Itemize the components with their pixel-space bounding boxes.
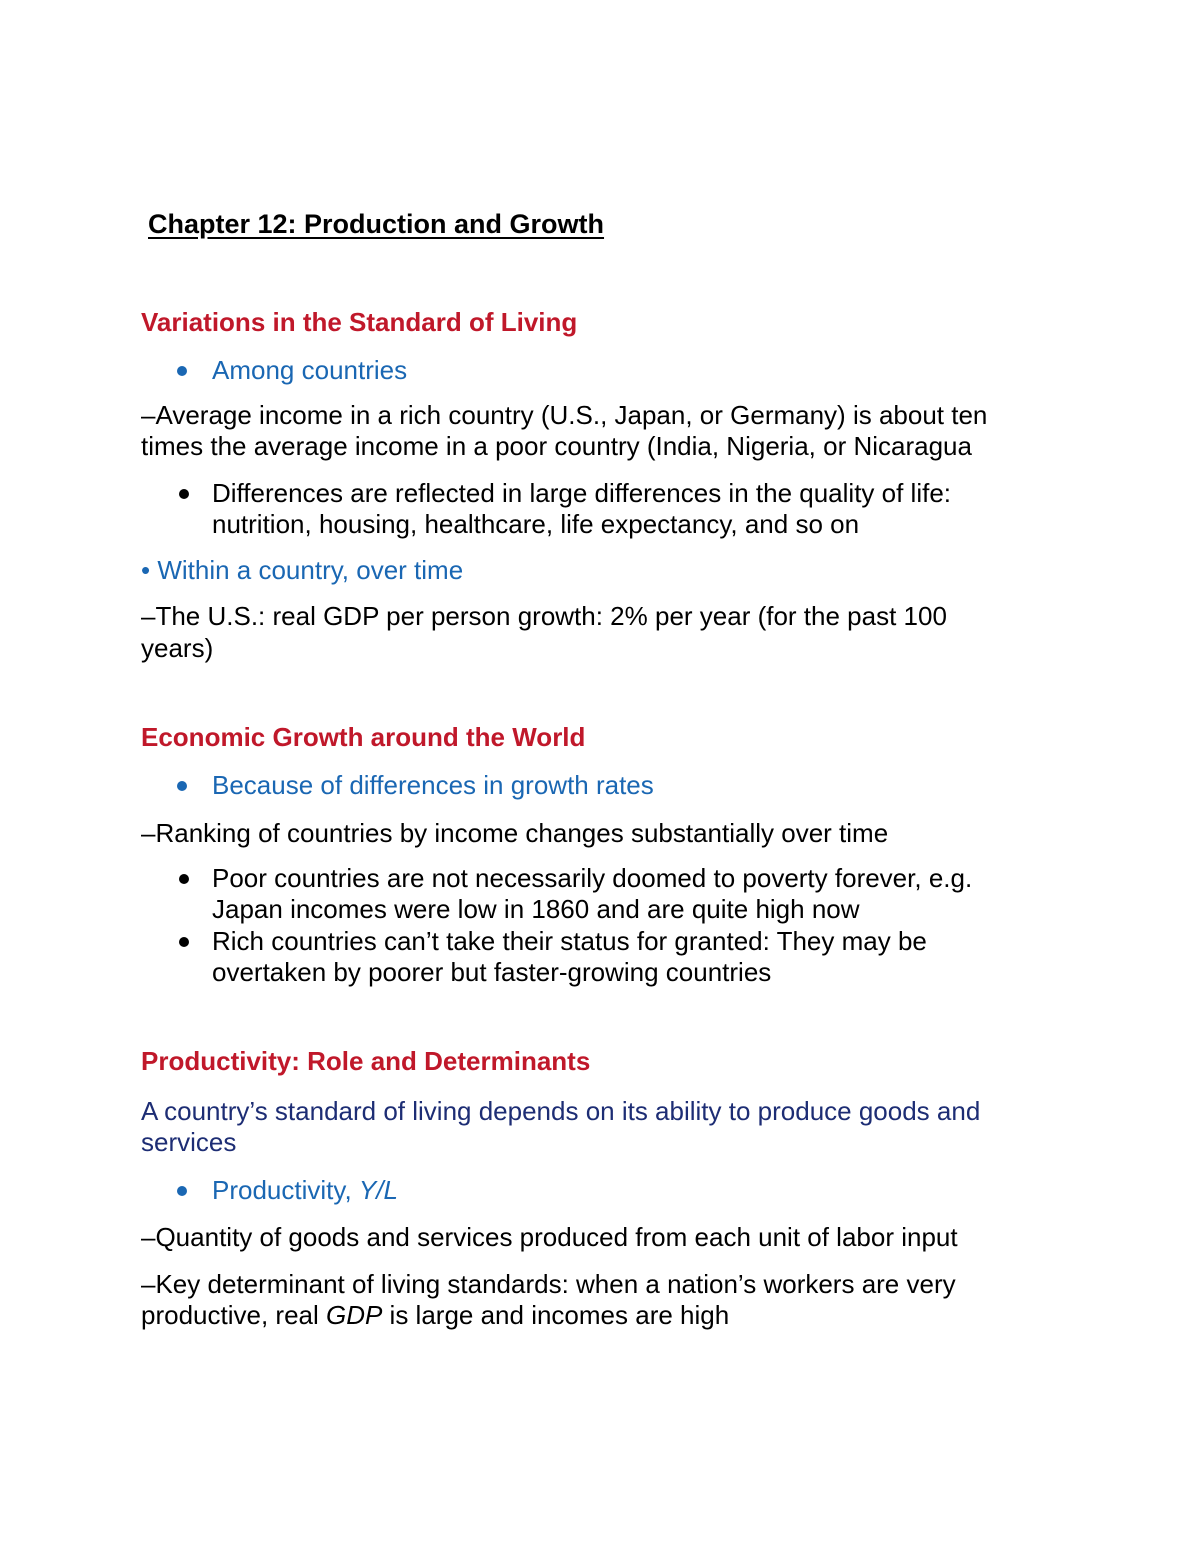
bullet-productivity-formula: Y/L bbox=[358, 1175, 398, 1205]
bullet-icon bbox=[177, 1186, 187, 1196]
paragraph-line: times the average income in a poor country (India, Nigeria, or Nicaragua bbox=[141, 431, 972, 461]
bullet-among-countries: Among countries bbox=[212, 355, 408, 385]
paragraph-line: –The U.S.: real GDP per person growth: 2% per year (for the past 100 bbox=[141, 601, 947, 631]
paragraph-segment: productive, real bbox=[141, 1300, 326, 1330]
bullet-differences-cont: nutrition, housing, healthcare, life expectancy, and so on bbox=[212, 509, 860, 539]
bullet-icon bbox=[179, 489, 189, 499]
bullet-within-country: • Within a country, over time bbox=[141, 555, 464, 585]
bullet-productivity bbox=[212, 1174, 398, 1206]
paragraph-line: –Ranking of countries by income changes substantially over time bbox=[141, 818, 889, 848]
bullet-growth-rates: Because of differences in growth rates bbox=[212, 770, 654, 800]
page-title: Chapter 12: Production and Growth bbox=[148, 209, 605, 239]
bullet-productivity-text: Productivity, bbox=[212, 1175, 359, 1205]
bullet-rich-countries: Rich countries can’t take their status for granted: They may be bbox=[212, 926, 927, 956]
paragraph-line: –Average income in a rich country (U.S., Japan, or Germany) is about ten bbox=[141, 400, 988, 430]
paragraph-line: –Key determinant of living standards: when a nation’s workers are very bbox=[141, 1269, 956, 1299]
bullet-icon bbox=[179, 874, 189, 884]
bullet-poor-countries: Poor countries are not necessarily doomed to poverty forever, e.g. bbox=[212, 863, 973, 893]
bullet-icon bbox=[179, 937, 189, 947]
bullet-poor-countries-cont: Japan incomes were low in 1860 and are quite high now bbox=[212, 894, 860, 924]
paragraph-italic-gdp: GDP bbox=[325, 1300, 383, 1330]
paragraph-line: years) bbox=[141, 633, 214, 663]
paragraph-line bbox=[141, 1299, 729, 1331]
bullet-icon bbox=[177, 366, 187, 376]
subheading-line: A country’s standard of living depends on its ability to produce goods and bbox=[141, 1096, 981, 1126]
bullet-icon bbox=[177, 781, 187, 791]
bullet-rich-countries-cont: overtaken by poorer but faster-growing countries bbox=[212, 957, 772, 987]
section-heading-standard-of-living: Variations in the Standard of Living bbox=[141, 307, 578, 337]
paragraph-line: –Quantity of goods and services produced from each unit of labor input bbox=[141, 1222, 958, 1252]
section-heading-productivity: Productivity: Role and Determinants bbox=[141, 1046, 591, 1076]
paragraph-segment: is large and incomes are high bbox=[382, 1300, 730, 1330]
section-heading-economic-growth: Economic Growth around the World bbox=[141, 722, 586, 752]
bullet-differences: Differences are reflected in large differences in the quality of life: bbox=[212, 478, 952, 508]
subheading-line: services bbox=[141, 1127, 237, 1157]
